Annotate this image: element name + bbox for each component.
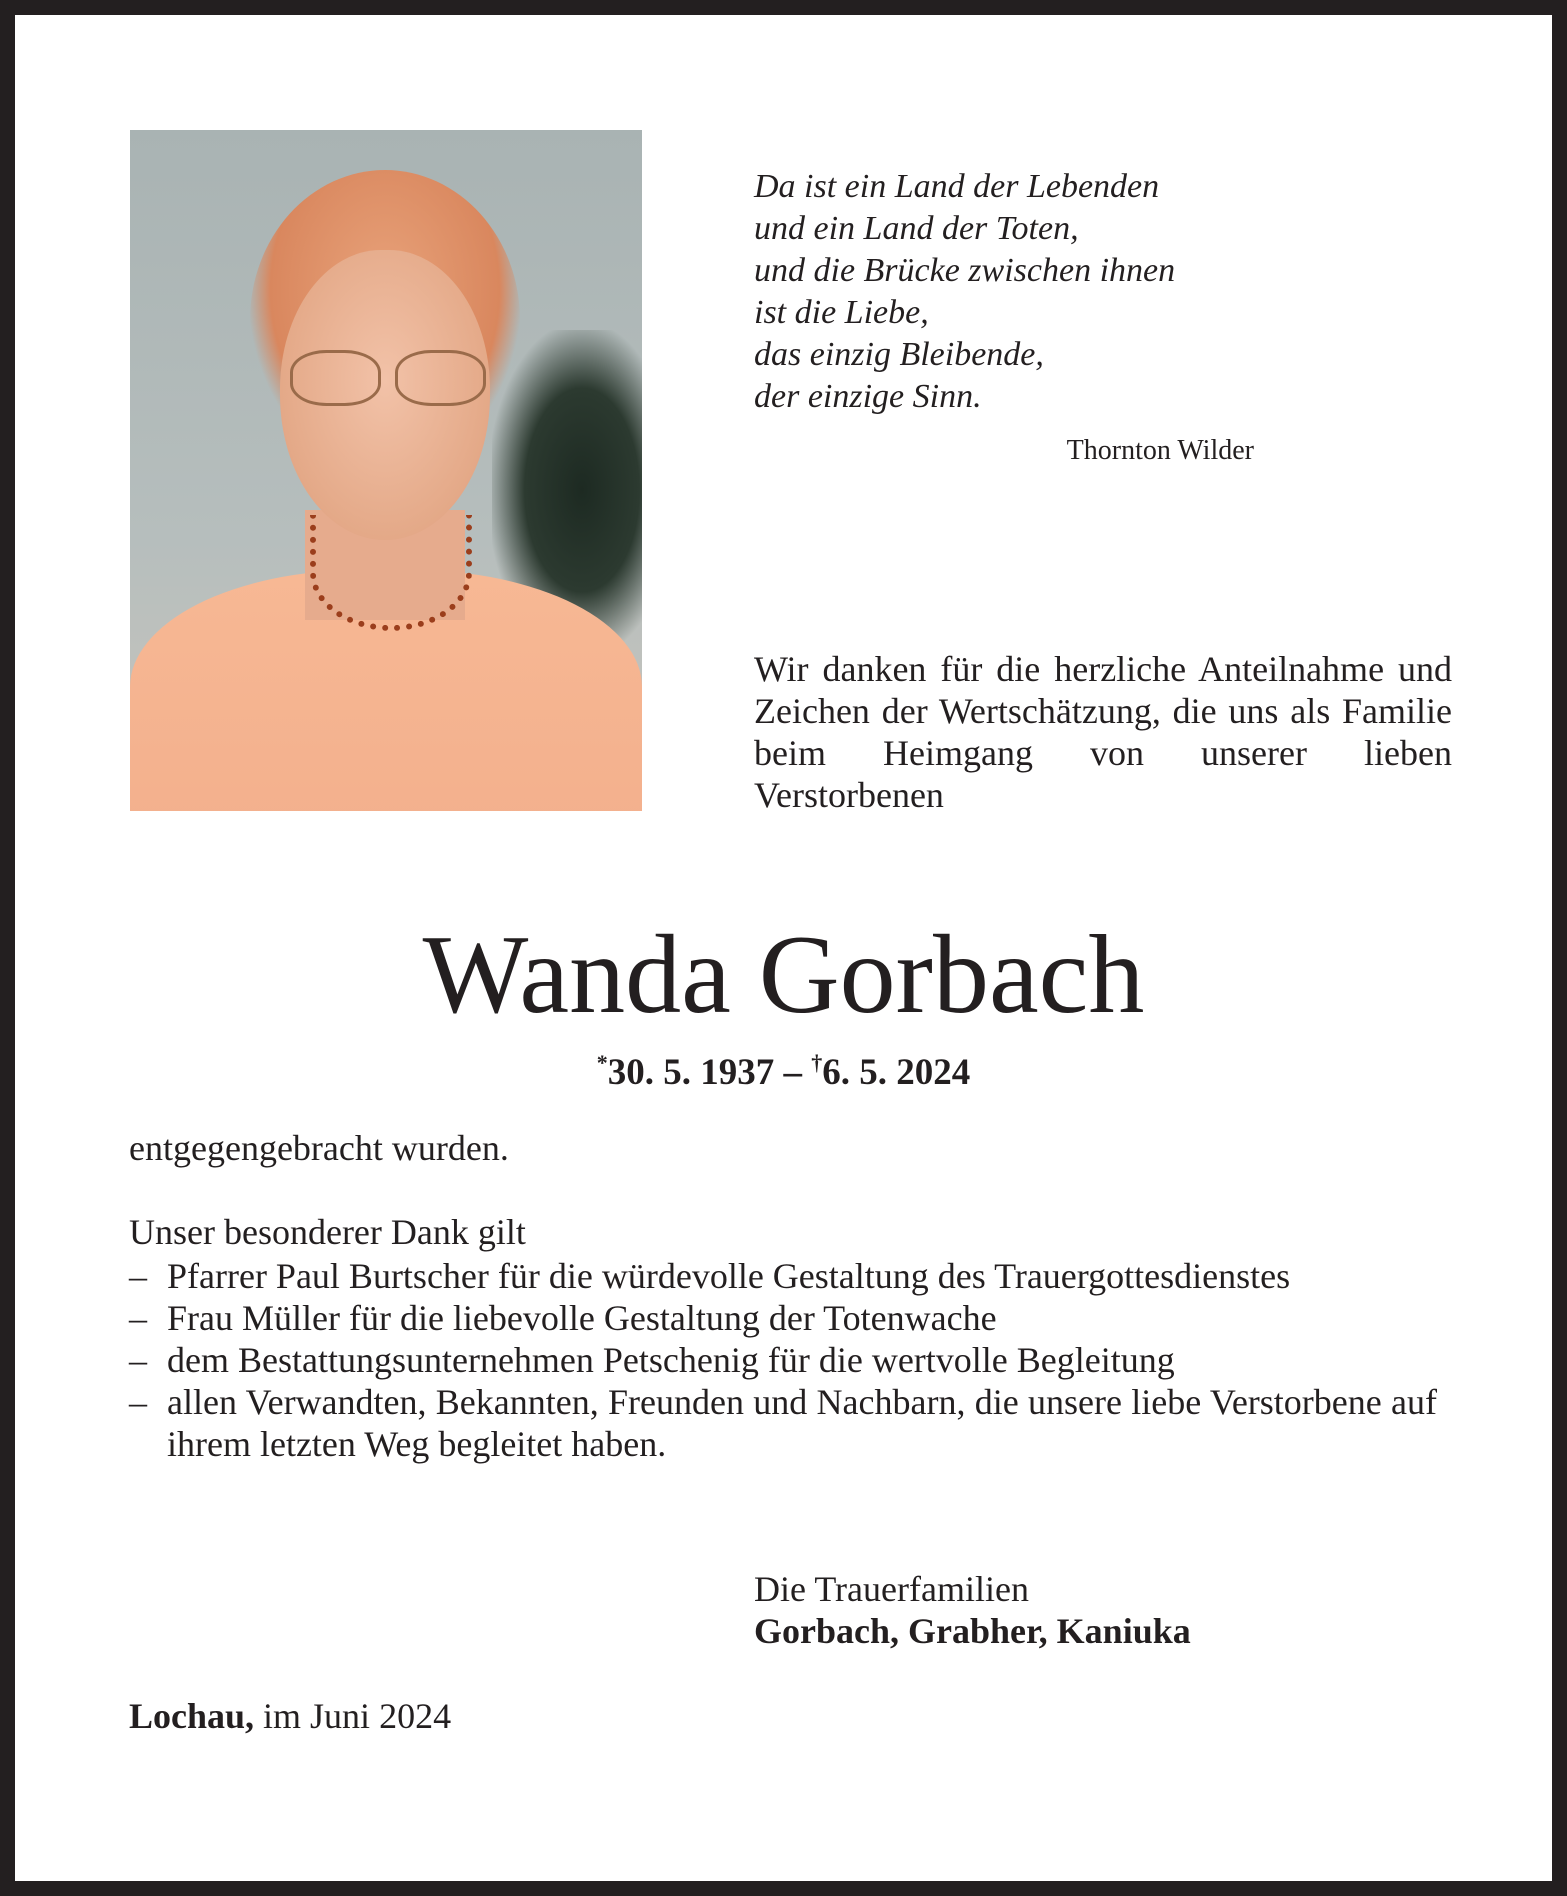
quote-line: ist die Liebe, xyxy=(754,294,929,331)
glasses-icon xyxy=(290,350,485,405)
list-item: – Frau Müller für die liebevolle Gestaltung der Totenwache xyxy=(129,1298,997,1338)
deceased-name: Wanda Gorbach xyxy=(422,913,1145,1037)
quote-line: und die Brücke zwischen ihnen xyxy=(754,252,1176,289)
special-thanks-list xyxy=(129,1255,1437,1465)
portrait-photo xyxy=(130,130,642,811)
signature-line: Die Trauerfamilien xyxy=(754,1569,1029,1609)
quote-author: Thornton Wilder xyxy=(1066,435,1254,466)
life-dates xyxy=(15,1050,1552,1094)
place-town: Lochau, xyxy=(129,1696,255,1736)
signature-families: Gorbach, Grabher, Kaniuka xyxy=(754,1611,1191,1651)
death-date: 6. 5. 2024 xyxy=(822,1052,971,1093)
quote-line: der einzige Sinn. xyxy=(754,378,982,415)
birth-date: 30. 5. 1937 xyxy=(607,1052,775,1093)
death-symbol: † xyxy=(811,1050,823,1075)
list-item: – allen Verwandten, Bekannten, Freunden und Nachbarn, die unsere liebe Verstorbene auf ihrem letzten Weg begleitet haben. xyxy=(129,1382,1437,1464)
thanks-intro: Wir danken für die herzliche Anteilnahme und Zeichen der Wertschätzung, die uns als Familie beim Heimgang von unserer lieben Verstorbenen xyxy=(754,649,1452,815)
place-date xyxy=(129,1695,451,1737)
signature xyxy=(754,1568,1191,1652)
birth-symbol: * xyxy=(596,1050,608,1075)
quote-line: und ein Land der Toten, xyxy=(754,210,1079,247)
date-separator: – xyxy=(774,1052,812,1093)
poem-quote xyxy=(754,166,1175,418)
list-item: – dem Bestattungsunternehmen Petschenig für die wertvolle Begleitung xyxy=(129,1340,1175,1380)
place-month: im Juni 2024 xyxy=(254,1696,452,1736)
continuation-text: entgegengebracht wurden. xyxy=(129,1128,509,1168)
special-thanks-heading: Unser besonderer Dank gilt xyxy=(129,1212,526,1252)
obituary-page xyxy=(15,15,1552,1881)
quote-line: Da ist ein Land der Lebenden xyxy=(754,168,1160,205)
list-item: – Pfarrer Paul Burtscher für die würdevolle Gestaltung des Trauergottesdienstes xyxy=(129,1256,1291,1296)
quote-line: das einzig Bleibende, xyxy=(754,336,1044,373)
